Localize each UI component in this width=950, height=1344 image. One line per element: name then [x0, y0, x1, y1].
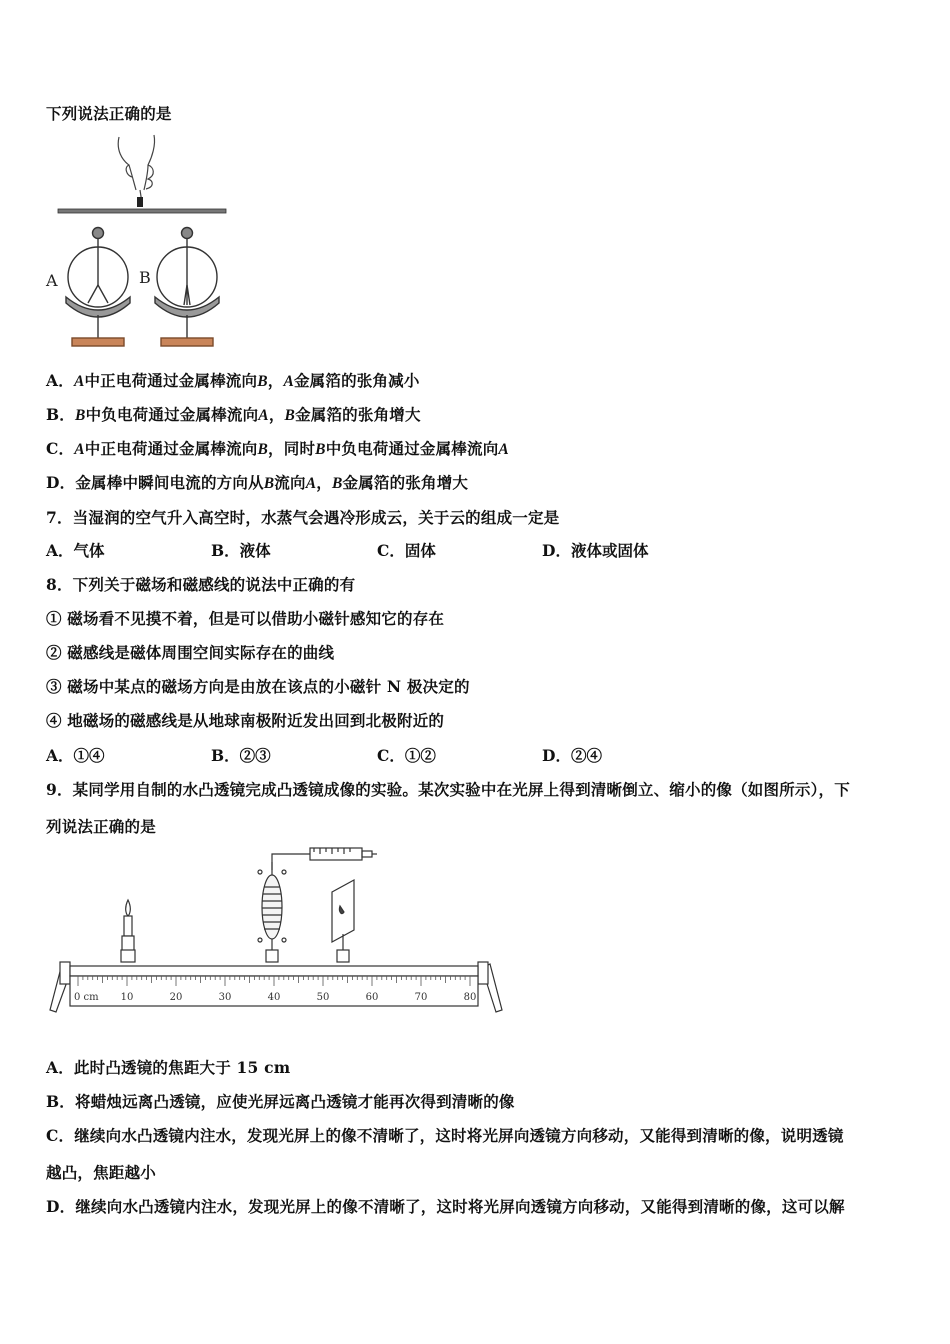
option-variable: B — [263, 475, 275, 492]
option-variable: A — [74, 441, 85, 458]
option-variable: A — [258, 407, 269, 424]
q9-option-c: C．继续向水凸透镜内注水，发现光屏上的像不清晰了，这时将光屏向透镜方向移动，又能得到清晰的像，说明透镜 — [46, 1126, 844, 1145]
q9-option-c-continued: 越凸，焦距越小 — [46, 1163, 156, 1182]
ruler-label: 0 cm — [74, 992, 99, 1003]
water-lens-drawing — [258, 862, 286, 962]
option-text: 金属箔的张角增大 — [295, 405, 421, 424]
option-text: 金属箔的张角减小 — [293, 371, 420, 390]
optical-bench — [50, 962, 502, 1012]
option-variable: B — [315, 441, 326, 458]
option-text: ， — [316, 473, 332, 492]
q8-statement-1: ① 磁场看不见摸不着，但是可以借助小磁针感知它的存在 — [46, 609, 445, 628]
q8-option-a: A．①④ — [46, 746, 105, 765]
q6-option-d — [46, 471, 468, 493]
option-text: 中负电荷通过金属棒流向 — [85, 405, 259, 424]
q6-option-b — [46, 403, 421, 425]
q8-statement-3: ③ 磁场中某点的磁场方向是由放在该点的小磁针 N 极决定的 — [46, 677, 470, 696]
syringe-drawing — [272, 848, 377, 870]
q6-option-d-key: D． — [46, 473, 76, 492]
q6-option-a — [46, 369, 420, 391]
q9-option-b: B．将蜡烛远离凸透镜，应使光屏远离凸透镜才能再次得到清晰的像 — [46, 1092, 515, 1111]
q8-statement-2: ② 磁感线是磁体周围空间实际存在的曲线 — [46, 643, 335, 662]
hand-drawing — [118, 135, 154, 203]
option-variable: B — [75, 407, 86, 424]
q7-option-b: B．液体 — [211, 541, 271, 560]
q6-option-c-key: C． — [46, 439, 75, 458]
q7-option-d: D．液体或固体 — [542, 541, 649, 560]
ruler-label: 70 — [414, 992, 428, 1003]
option-text: ， — [268, 405, 285, 424]
q8-option-b: B．②③ — [211, 746, 271, 765]
q8-option-d: D．②④ — [542, 746, 602, 765]
ruler-label: 20 — [169, 992, 183, 1003]
optical-bench-figure — [42, 842, 512, 1022]
q9-option-a: A．此时凸透镜的焦距大于 15 cm — [46, 1058, 291, 1077]
ruler-label: 50 — [316, 992, 330, 1003]
option-text: 金属棒中瞬间电流的方向从 — [75, 473, 264, 492]
q7-option-a: A．气体 — [46, 541, 105, 560]
ruler-label: 10 — [120, 992, 134, 1003]
ruler-label: 80 — [463, 992, 477, 1003]
option-text: ， — [267, 371, 284, 390]
ruler-label: 40 — [267, 992, 281, 1003]
ruler-label: 30 — [218, 992, 232, 1003]
q8-stem: 8．下列关于磁场和磁感线的说法中正确的有 — [46, 575, 356, 594]
option-variable: A — [498, 441, 509, 458]
electroscope-a — [66, 228, 130, 347]
q9-option-d: D．继续向水凸透镜内注水，发现光屏上的像不清晰了，这时将光屏向透镜方向移动，又能得到清晰的像，这可以解 — [46, 1197, 845, 1216]
light-screen-drawing — [332, 880, 354, 962]
electroscope-label-b: B — [139, 268, 151, 287]
electroscope-figure — [44, 135, 244, 355]
option-variable: B — [257, 441, 269, 458]
q9-stem-line-2: 列说法正确的是 — [46, 817, 156, 836]
ruler-label: 60 — [365, 992, 379, 1003]
electroscope-label-a: A — [46, 271, 58, 290]
option-text: 中负电荷通过金属棒流向 — [325, 439, 499, 458]
q7-stem: 7．当湿润的空气升入高空时，水蒸气会遇冷形成云，关于云的组成一定是 — [46, 508, 560, 527]
q6-option-c — [46, 437, 509, 459]
option-variable: A — [305, 475, 317, 492]
q6-option-a-key: A． — [46, 371, 74, 390]
option-variable: A — [283, 373, 294, 390]
q6-option-b-key: B． — [46, 405, 76, 424]
option-variable: A — [73, 373, 85, 390]
option-text: 中正电荷通过金属棒流向 — [84, 371, 258, 390]
q6-stem-tail: 下列说法正确的是 — [46, 104, 172, 123]
option-variable: B — [331, 475, 343, 492]
q9-stem-line-1: 9．某同学用自制的水凸透镜完成凸透镜成像的实验。某次实验中在光屏上得到清晰倒立、缩小的像（如图所示），下 — [46, 780, 850, 799]
option-text: 金属箔的张角增大 — [342, 473, 469, 492]
option-variable: B — [257, 373, 268, 390]
candle-drawing — [121, 900, 135, 962]
option-text: ，同时 — [268, 439, 316, 458]
q8-option-c: C．①② — [377, 746, 436, 765]
q8-statement-4: ④ 地磁场的磁感线是从地球南极附近发出回到北极附近的 — [46, 711, 445, 730]
option-text: 流向 — [274, 473, 306, 492]
option-text: 中正电荷通过金属棒流向 — [84, 439, 258, 458]
q7-option-c: C．固体 — [377, 541, 436, 560]
electroscope-b — [155, 228, 219, 347]
option-variable: B — [284, 407, 296, 424]
